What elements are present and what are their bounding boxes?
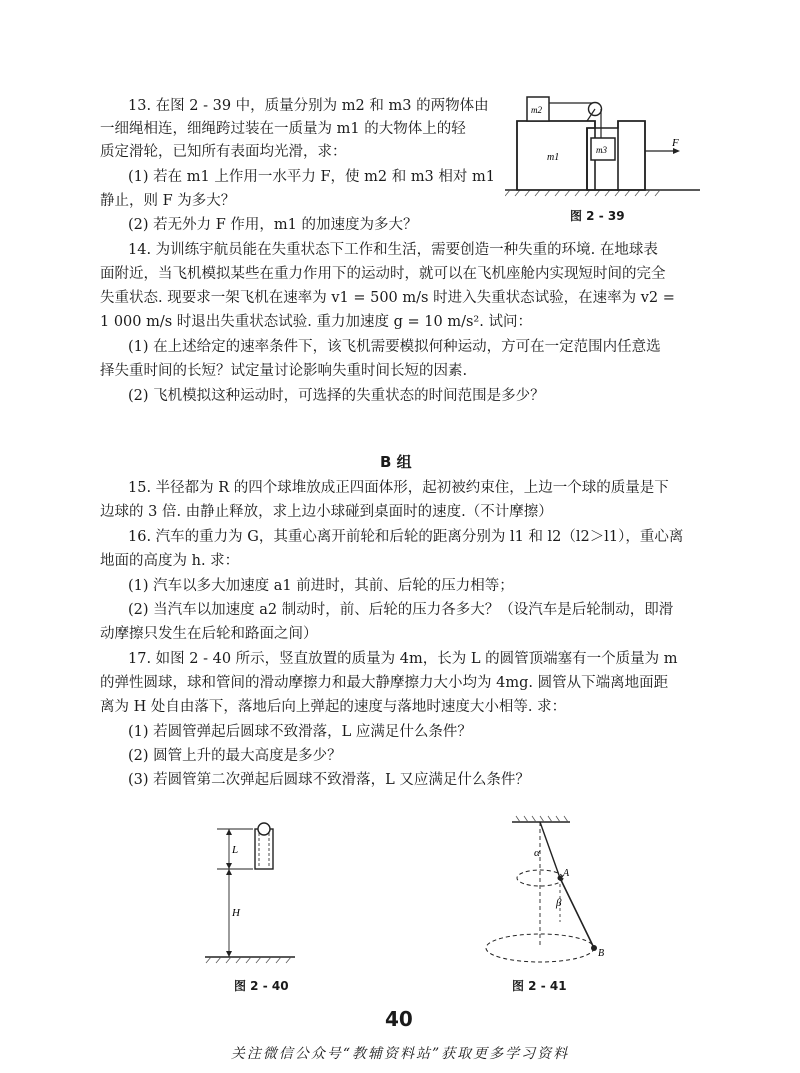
fig39-label-m1: m1 <box>547 152 560 163</box>
q13-part1-line2: 静止，则 F 为多大？ <box>100 193 236 209</box>
q16-line1: 16. 汽车的重力为 G，其重心离开前轮和后轮的距离分别为 l1 和 l2（l2＞l1），重心离 <box>128 529 684 545</box>
q17-line3: 离为 H 处自由落下，落地后向上弹起的速度与落地时速度大小相等. 求： <box>100 699 567 715</box>
q17-line2: 的弹性圆球，球和管间的滑动摩擦力和最大静摩擦力大小均为 4mg. 圆管从下端离地面距 <box>100 675 669 691</box>
fig40-label-h: H <box>232 907 240 919</box>
q17-part3: (3) 若圆管第二次弹起后圆球不致滑落，L 又应满足什么条件？ <box>128 772 530 788</box>
q14-line1: 14. 为训练宇航员能在失重状态下工作和生活，需要创造一种失重的环境. 在地球表 <box>128 242 658 258</box>
fig40-label-l: L <box>232 844 239 856</box>
fig39-caption: 图 2 - 39 <box>570 209 625 223</box>
q13-line2: 一细绳相连，细绳跨过装在一质量为 m1 的大物体上的轻 <box>100 121 466 137</box>
figure-2-41 <box>470 812 620 972</box>
q16-part1: (1) 汽车以多大加速度 a1 前进时，其前、后轮的压力相等； <box>128 578 514 594</box>
q14-line3: 失重状态. 现要求一架飞机在速率为 v1 = 500 m/s 时进入失重状态试验，在速率为 v2 = <box>100 290 675 306</box>
ball-icon <box>258 823 270 835</box>
fig39-label-m3: m3 <box>596 145 607 155</box>
q15-line1: 15. 半径都为 R 的四个球堆放成正四面体形，起初被约束住，上边一个球的质量是下 <box>128 480 669 496</box>
q14-part2: (2) 飞机模拟这种运动时，可选择的失重状态的时间范围是多少？ <box>128 388 545 404</box>
q13-line1: 13. 在图 2 - 39 中，质量分别为 m2 和 m3 的两物体由 <box>128 98 489 114</box>
q14-part1-line1: (1) 在上述给定的速率条件下，该飞机需要模拟何种运动，方可在一定范围内任意选 <box>128 339 661 355</box>
footer-note: 关注微信公众号“教辅资料站”获取更多学习资料 <box>230 1046 570 1062</box>
q14-line2: 面附近，当飞机模拟某些在重力作用下的运动时，就可以在飞机座舱内实现短时间的完全 <box>100 266 666 282</box>
q16-line2: 地面的高度为 h. 求： <box>100 553 240 569</box>
q16-part2-line1: (2) 当汽车以加速度 a2 制动时，前、后轮的压力各多大？（设汽车是后轮制动，即滑 <box>128 602 674 618</box>
q17-part1: (1) 若圆管弹起后圆球不致滑落，L 应满足什么条件？ <box>128 724 472 740</box>
fig39-label-m2: m2 <box>531 105 542 115</box>
q13-line3: 质定滑轮，已知所有表面均光滑，求： <box>100 144 347 160</box>
point-b-icon <box>591 945 597 951</box>
q15-line2: 边球的 3 倍. 由静止释放，求上边小球碰到桌面时的速度.（不计摩擦） <box>100 504 553 520</box>
fig39-label-f: F <box>672 137 679 149</box>
q17-line1: 17. 如图 2 - 40 所示，竖直放置的质量为 4m，长为 L 的圆管顶端塞有一个质量为 m <box>128 651 678 667</box>
q17-part2: (2) 圆管上升的最大高度是多少？ <box>128 748 342 764</box>
point-a-icon <box>558 876 563 881</box>
figure-2-39 <box>505 88 705 203</box>
q14-line4: 1 000 m/s 时退出失重状态试验. 重力加速度 g = 10 m/s². 试问： <box>100 314 532 330</box>
fig41-label-beta: β <box>556 897 562 909</box>
q16-part2-line2: 动摩擦只发生在后轮和路面之间） <box>100 626 318 642</box>
fig41-label-b: B <box>598 948 605 959</box>
page-number: 40 <box>385 1007 413 1031</box>
section-heading: B 组 <box>380 453 412 471</box>
q13-part1-line1: (1) 若在 m1 上作用一水平力 F，使 m2 和 m3 相对 m1 <box>128 169 495 185</box>
fig41-label-alpha: α <box>534 847 540 859</box>
figure-2-40 <box>195 815 305 970</box>
fig41-caption: 图 2 - 41 <box>512 979 567 993</box>
q14-part1-line2: 择失重时间的长短？试定量讨论影响失重时间长短的因素. <box>100 363 468 379</box>
fig41-label-a: A <box>563 868 570 879</box>
q13-part2: (2) 若无外力 F 作用，m1 的加速度为多大？ <box>128 217 418 233</box>
fig40-caption: 图 2 - 40 <box>234 979 289 993</box>
